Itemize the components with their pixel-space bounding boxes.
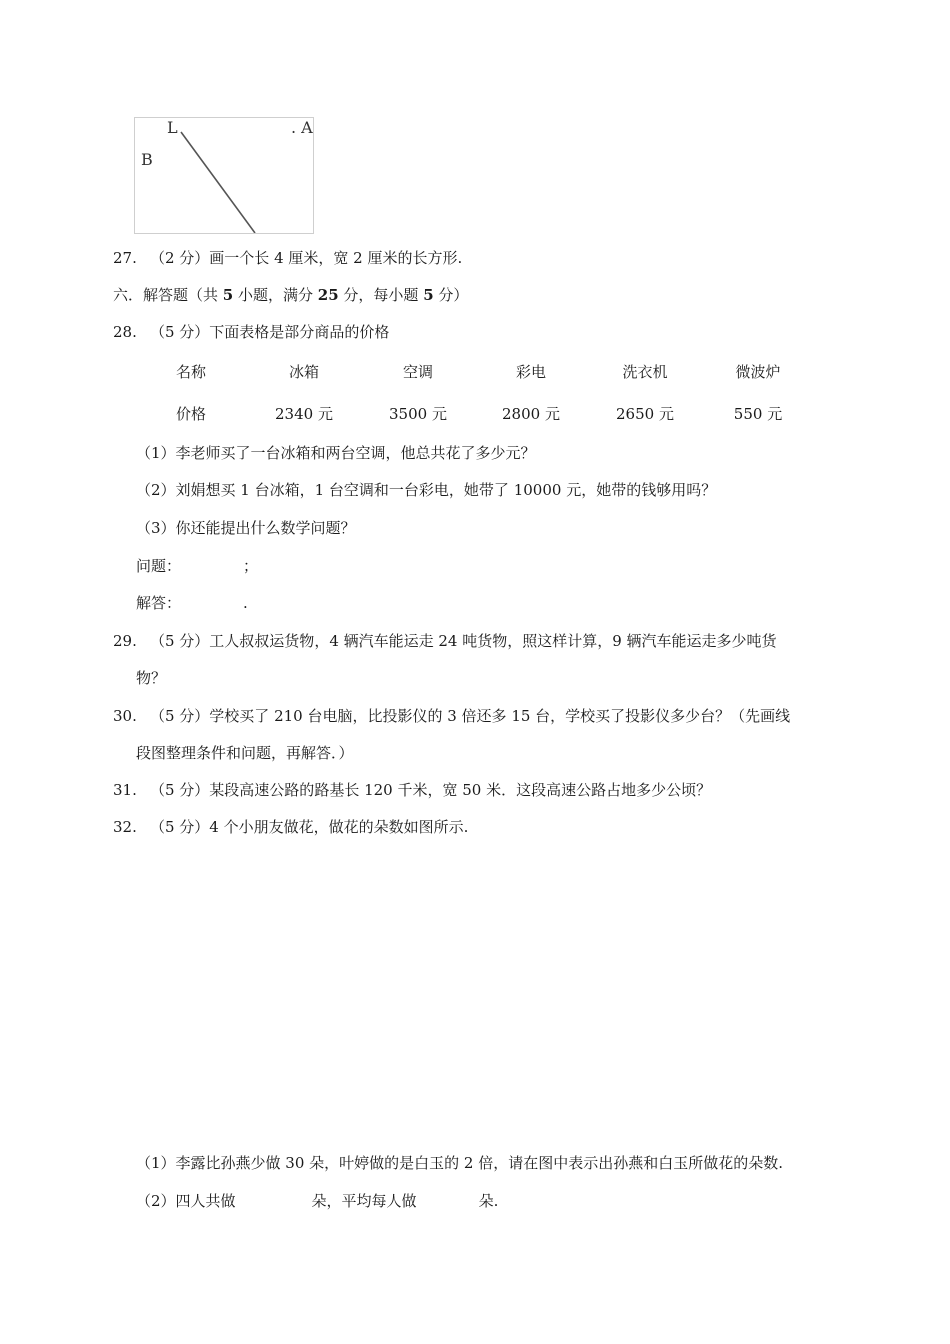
table-cell: 名称 (175, 363, 206, 381)
section-6-heading: 六．解答题（共 5 小题，满分 25 分，每小题 5 分） (113, 286, 469, 304)
q31-number: 31. (113, 781, 137, 799)
table-cell: 彩电 (515, 363, 546, 381)
q32-sub2: （2）四人共做 朵，平均每人做 朵. (136, 1192, 499, 1210)
q28-sub2: （2）刘娟想买 1 台冰箱，1 台空调和一台彩电，她带了 10000 元，她带的钱够用吗？ (136, 481, 717, 499)
table-cell: 3500 元 (389, 405, 447, 423)
q28-sub3: （3）你还能提出什么数学问题？ (136, 519, 356, 537)
q29-line1: （5 分）工人叔叔运货物，4 辆汽车能运走 24 吨货物，照这样计算，9 辆汽车能运走多少吨货 (150, 632, 777, 650)
q29-number: 29. (113, 632, 137, 650)
q32-text: （5 分）4 个小朋友做花，做花的朵数如图所示. (150, 818, 469, 836)
line-l (135, 118, 313, 233)
label-point-a: . A (291, 118, 313, 137)
table-cell: 2800 元 (502, 405, 560, 423)
table-cell: 2650 元 (616, 405, 674, 423)
q28-question-line: 问题： ； (136, 557, 259, 575)
q28-answer-line: 解答： . (136, 594, 248, 612)
q27-text: （2 分）画一个长 4 厘米，宽 2 厘米的长方形. (150, 249, 463, 267)
q27-number: 27. (113, 249, 137, 267)
q32-sub1: （1）李露比孙燕少做 30 朵，叶婷做的是白玉的 2 倍，请在图中表示出孙燕和白玉所做花的朵数. (136, 1154, 784, 1172)
q31-text: （5 分）某段高速公路的路基长 120 千米，宽 50 米．这段高速公路占地多少公顷？ (150, 781, 712, 799)
q28-sub1: （1）李老师买了一台冰箱和两台空调，他总共花了多少元？ (136, 444, 536, 462)
table-cell: 2340 元 (275, 405, 333, 423)
q28-number: 28. (113, 323, 137, 341)
label-l: L (167, 118, 178, 137)
q30-number: 30. (113, 707, 137, 725)
q30-line1: （5 分）学校买了 210 台电脑，比投影仪的 3 倍还多 15 台，学校买了投影仪多少台？（先画线 (150, 707, 791, 725)
table-cell: 冰箱 (288, 363, 319, 381)
q28-text: （5 分）下面表格是部分商品的价格 (150, 323, 390, 341)
q32-number: 32. (113, 818, 137, 836)
table-cell: 价格 (175, 405, 206, 423)
table-cell: 空调 (402, 363, 433, 381)
table-cell: 微波炉 (735, 363, 781, 381)
geometry-figure (134, 117, 314, 234)
table-cell: 550 元 (733, 405, 783, 423)
label-point-b: B (141, 150, 153, 169)
q29-line2: 物？ (136, 669, 167, 687)
q30-line2: 段图整理条件和问题，再解答．） (136, 744, 354, 762)
table-cell: 洗衣机 (622, 363, 668, 381)
